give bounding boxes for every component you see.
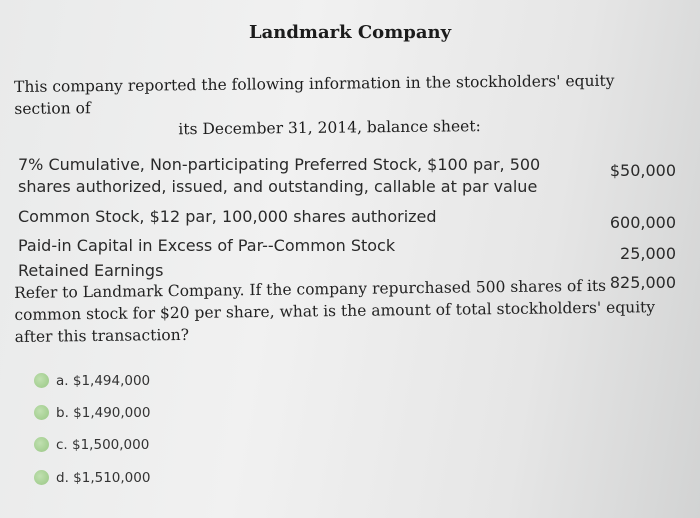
equity-item-label: Common Stock, $12 par, 100,000 shares authorized — [18, 207, 437, 226]
equity-item-paid-in-capital — [18, 235, 678, 263]
equity-item-common-stock — [18, 206, 678, 232]
equity-item-amount: 825,000 — [609, 273, 676, 292]
intro-line-2: its December 31, 2014, balance sheet: — [178, 117, 481, 139]
equity-item-amount: 25,000 — [620, 244, 676, 263]
equity-item-amount: $50,000 — [609, 161, 676, 180]
equity-item-label: Paid-in Capital in Excess of Par--Common Stock — [18, 236, 396, 255]
intro-line-1: This company reported the following information in the stockholders' equity section of — [14, 71, 615, 118]
radio-button-icon[interactable] — [34, 437, 49, 452]
answer-option-label: a. $1,494,000 — [56, 373, 151, 389]
equity-item-label-line-1: 7% Cumulative, Non-participating Preferred Stock, $100 par, 500 — [18, 155, 541, 174]
question-text: Refer to Landmark Company. If the company repurchased 500 shares of its common stock for $20 per share, what is the amount of total stockholders' equity after this transaction? — [14, 276, 656, 346]
intro-text — [14, 69, 675, 142]
answer-option-d[interactable] — [38, 467, 150, 489]
radio-button-icon[interactable] — [34, 470, 49, 485]
answer-option-c[interactable] — [38, 434, 149, 456]
page-title: Landmark Company — [248, 22, 452, 43]
radio-button-icon[interactable] — [34, 405, 49, 420]
equity-item-preferred-stock — [18, 154, 678, 198]
answer-option-a[interactable] — [38, 370, 150, 392]
answer-option-label: d. $1,510,000 — [56, 470, 151, 486]
equity-item-label-line-2: shares authorized, issued, and outstanding, callable at par value — [18, 177, 538, 196]
equity-item-amount: 600,000 — [609, 213, 676, 232]
equity-item-label: Retained Earnings — [18, 261, 164, 280]
answer-option-b[interactable] — [38, 402, 150, 424]
answer-option-label: c. $1,500,000 — [56, 437, 150, 453]
answer-option-label: b. $1,490,000 — [56, 405, 151, 421]
radio-button-icon[interactable] — [34, 373, 49, 388]
